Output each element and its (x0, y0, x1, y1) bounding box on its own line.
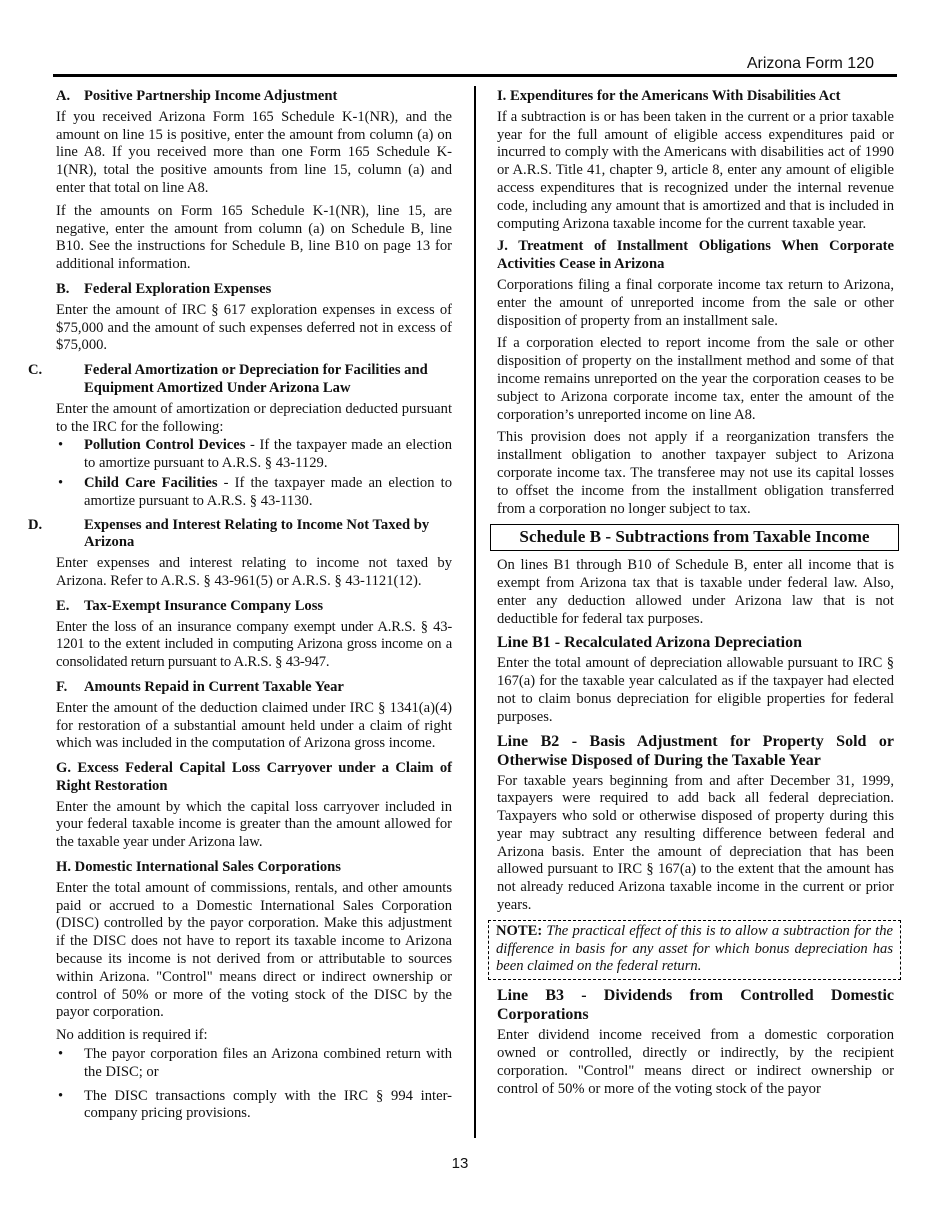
form-title: Arizona Form 120 (746, 55, 874, 72)
section-j-paragraph-2: If a corporation elected to report income from the sale or other disposition of property on the installment method and some of that income remains unreported on the year the corporation ceases to be subject to Arizona corporate income tax, enter the amount of the corporation’s unreported income on line A8. (497, 335, 894, 423)
list-item: • Child Care Facilities - If the taxpayer made an election to amortize pursuant to A.R.S. § 43-1130. (56, 475, 452, 511)
line-b2-paragraph: For taxable years beginning from and after December 31, 1999, taxpayers were required to add back all federal depreciation. Taxpayers who sold or otherwise disposed of property during this year may subtract any resulting difference between federal and Arizona basis. Enter the amount of depreciation that has been allowed pursuant to IRC § 167(a) to the extent that the amount has not already reduced Arizona taxable income in the current or prior years. (497, 772, 894, 914)
note-box: NOTE: The practical effect of this is to allow a subtraction for the difference in basis for any asset for which bonus depreciation has been claimed on the federal return. (488, 920, 901, 980)
column-divider (474, 86, 476, 1138)
schedule-b-title: Schedule B - Subtractions from Taxable Income (490, 524, 899, 551)
section-c-paragraph: Enter the amount of amortization or depreciation deducted pursuant to the IRC for the following: (56, 400, 452, 435)
section-f-paragraph: Enter the amount of the deduction claimed under IRC § 1341(a)(4) for restoration of a substantial amount held under a claim of right which was included in the computation of Arizona gross income. (56, 699, 452, 752)
section-b-heading: B. Federal Exploration Expenses (56, 280, 272, 297)
line-b1-heading: Line B1 - Recalculated Arizona Depreciation (497, 634, 802, 652)
line-b3-paragraph: Enter dividend income received from a domestic corporation owned or controlled, directly or indirectly, by the recipient corporation. "Control" means direct or indirect ownership or control of 50% or more of the voting stock of the payor (497, 1027, 894, 1097)
section-d-heading: D. Expenses and Interest Relating to Income Not Taxed by Arizona (28, 516, 430, 551)
right-column (497, 88, 894, 1103)
list-item: • The DISC transactions comply with the IRC § 994 inter-company pricing provisions. (56, 1088, 452, 1124)
section-j-paragraph-1: Corporations filing a final corporate income tax return to Arizona, enter the amount of unreported income from the sale or other disposition of property from an installment sale. (497, 276, 894, 329)
section-a-paragraph-1: If you received Arizona Form 165 Schedule K-1(NR), and the amount on line 15 is positive, enter the amount from column (a) on line A8. If you received more than one Form 165 Schedule K-1(NR), total the positive amounts from line 15, column (a) and enter that total on line A8. (56, 108, 452, 196)
section-h-paragraph: Enter the total amount of commissions, rentals, and other amounts paid or accrued to a Domestic International Sales Corporation (DISC) controlled by the payor corporation. Make this adjustment if the DISC does not have to report its taxable income to Arizona because its income is not derived from or attributable to sources within Arizona. "Control" means direct or indirect ownership or control of 50% or more of the voting stock of the DISC by the payor corporation. (56, 879, 452, 1021)
page-number: 13 (451, 1155, 469, 1172)
line-b1-paragraph: Enter the total amount of depreciation allowable pursuant to IRC § 167(a) for the taxable year calculated as if the taxpayer had elected not to claim bonus depreciation for eligible properties for federal purposes. (497, 655, 894, 725)
list-item: • The payor corporation files an Arizona combined return with the DISC; or (56, 1046, 452, 1082)
section-f-heading: F. Amounts Repaid in Current Taxable Year (56, 678, 344, 695)
left-column (28, 88, 452, 1129)
section-d-paragraph: Enter expenses and interest relating to income not taxed by Arizona. Refer to A.R.S. § 43-961(5) or A.R.S. § 43-1121(12). (56, 555, 452, 589)
header-rule (53, 74, 897, 77)
section-c-heading: C. Federal Amortization or Depreciation for Facilities and Equipment Amortized Under Arizona Law (28, 362, 428, 396)
section-g-paragraph: Enter the amount by which the capital loss carryover included in your federal taxable income is greater than the amount allowed for the taxable year under Arizona law. (56, 798, 452, 851)
section-e-heading: E. Tax-Exempt Insurance Company Loss (56, 597, 324, 614)
section-i-heading: I. Expenditures for the Americans With Disabilities Act (497, 88, 841, 104)
section-j-paragraph-3: This provision does not apply if a reorganization transfers the installment obligation to another taxpayer subject to Arizona corporate income tax. The transferee may not use its capital losses to offset the income from the installment obligation transferred from a corporation no longer subject to tax. (497, 429, 894, 517)
list-item: • Pollution Control Devices - If the taxpayer made an election to amortize pursuant to A.R.S. § 43-1129. (56, 437, 452, 473)
line-b2-heading: Line B2 - Basis Adjustment for Property Sold or Otherwise Disposed of During the Taxable Year (497, 732, 894, 769)
schedule-b-intro: On lines B1 through B10 of Schedule B, enter all income that is exempt from Arizona tax that is taxable under federal law. Also, enter any deduction allowed under Arizona law that is not deductible for federal tax purposes. (497, 557, 894, 627)
section-a-paragraph-2: If the amounts on Form 165 Schedule K-1(NR), line 15, are negative, enter the amount from column (a) on Schedule B, line B10. See the instructions for Schedule B, line B10 on page 13 for additional information. (56, 202, 452, 273)
section-j-heading: J. Treatment of Installment Obligations When Corporate Activities Cease in Arizona (497, 238, 894, 273)
section-b-paragraph: Enter the amount of IRC § 617 exploration expenses in excess of $75,000 and the amount of such expenses deferred not in excess of $75,000. (56, 301, 452, 354)
section-a-heading: A. Positive Partnership Income Adjustment (56, 88, 338, 104)
section-g-heading: G. Excess Federal Capital Loss Carryover under a Claim of Right Restoration (56, 760, 452, 794)
line-b3-heading: Line B3 - Dividends from Controlled Domestic Corporations (497, 987, 894, 1024)
section-h-heading: H. Domestic International Sales Corporations (56, 859, 341, 876)
section-i-paragraph: If a subtraction is or has been taken in the current or a prior taxable year for the full amount of eligible access expenditures paid or incurred to comply with the Americans with disabilities act of 1990 or A.R.S. Title 41, chapter 9, article 8, enter any amount of eligible access expenditures that is recognized under the internal revenue code, including any amount that is amortized and that is included in computing Arizona taxable income for the current taxable year. (497, 108, 894, 232)
section-e-paragraph: Enter the loss of an insurance company exempt under A.R.S. § 43-1201 to the extent included in computing Arizona gross income on a consolidated return pursuant to A.R.S. § 43-947. (56, 618, 452, 671)
section-h-paragraph-2: No addition is required if: (56, 1027, 208, 1044)
